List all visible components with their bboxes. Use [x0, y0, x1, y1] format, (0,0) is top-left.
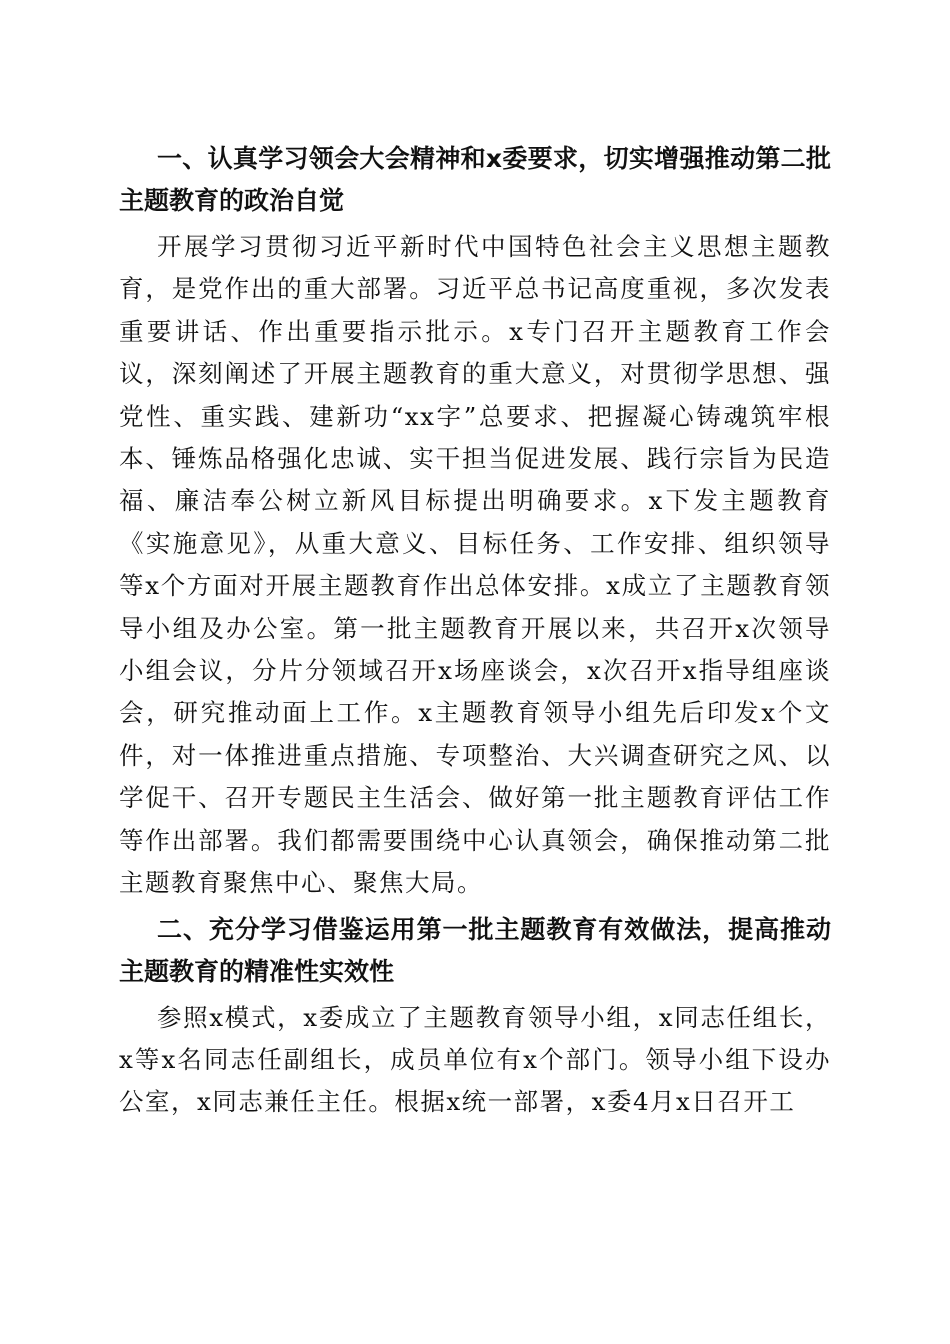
section-heading-2: 二、充分学习借鉴运用第一批主题教育有效做法，提高推动主题教育的精准性实效性 — [119, 914, 831, 986]
document-body — [119, 138, 831, 1128]
section-paragraph-2: 参照x模式，x委成立了主题教育领导小组，x同志任组长，x等x名同志任副组长，成员单位有x个部门。领导小组下设办公室，x同志兼任主任。根据x统一部署，x委4月x日召开工 — [119, 1002, 831, 1117]
section-heading-1: 一、认真学习领会大会精神和x委要求，切实增强推动第二批主题教育的政治自觉 — [119, 144, 831, 215]
section-paragraph-1: 开展学习贯彻习近平新时代中国特色社会主义思想主题教育，是党作出的重大部署。习近平总书记高度重视，多次发表重要讲话、作出重要指示批示。x专门召开主题教育工作会议，深刻阐述了开展主题教育的重大意义，对贯彻学思想、强党性、重实践、建新功“xx字”总要求、把握凝心铸魂筑牢根本、锤炼品格强化忠诚、实干担当促进发展、践行宗旨为民造福、廉洁奉公树立新风目标提出明确要求。x下发主题教育《实施意见》，从重大意义、目标任务、工作安排、组织领导等x个方面对开展主题教育作出总体安排。x成立了主题教育领导小组及办公室。第一批主题教育开展以来，共召开x次领导小组会议，分片分领域召开x场座谈会，x次召开x指导组座谈会，研究推动面上工作。x主题教育领导小组先后印发x个文件，对一体推进重点措施、专项整治、大兴调查研究之风、以学促干、召开专题民主生活会、做好第一批主题教育评估工作等作出部署。我们都需要围绕中心认真领会，确保推动第二批主题教育聚焦中心、聚焦大局。 — [119, 232, 831, 898]
